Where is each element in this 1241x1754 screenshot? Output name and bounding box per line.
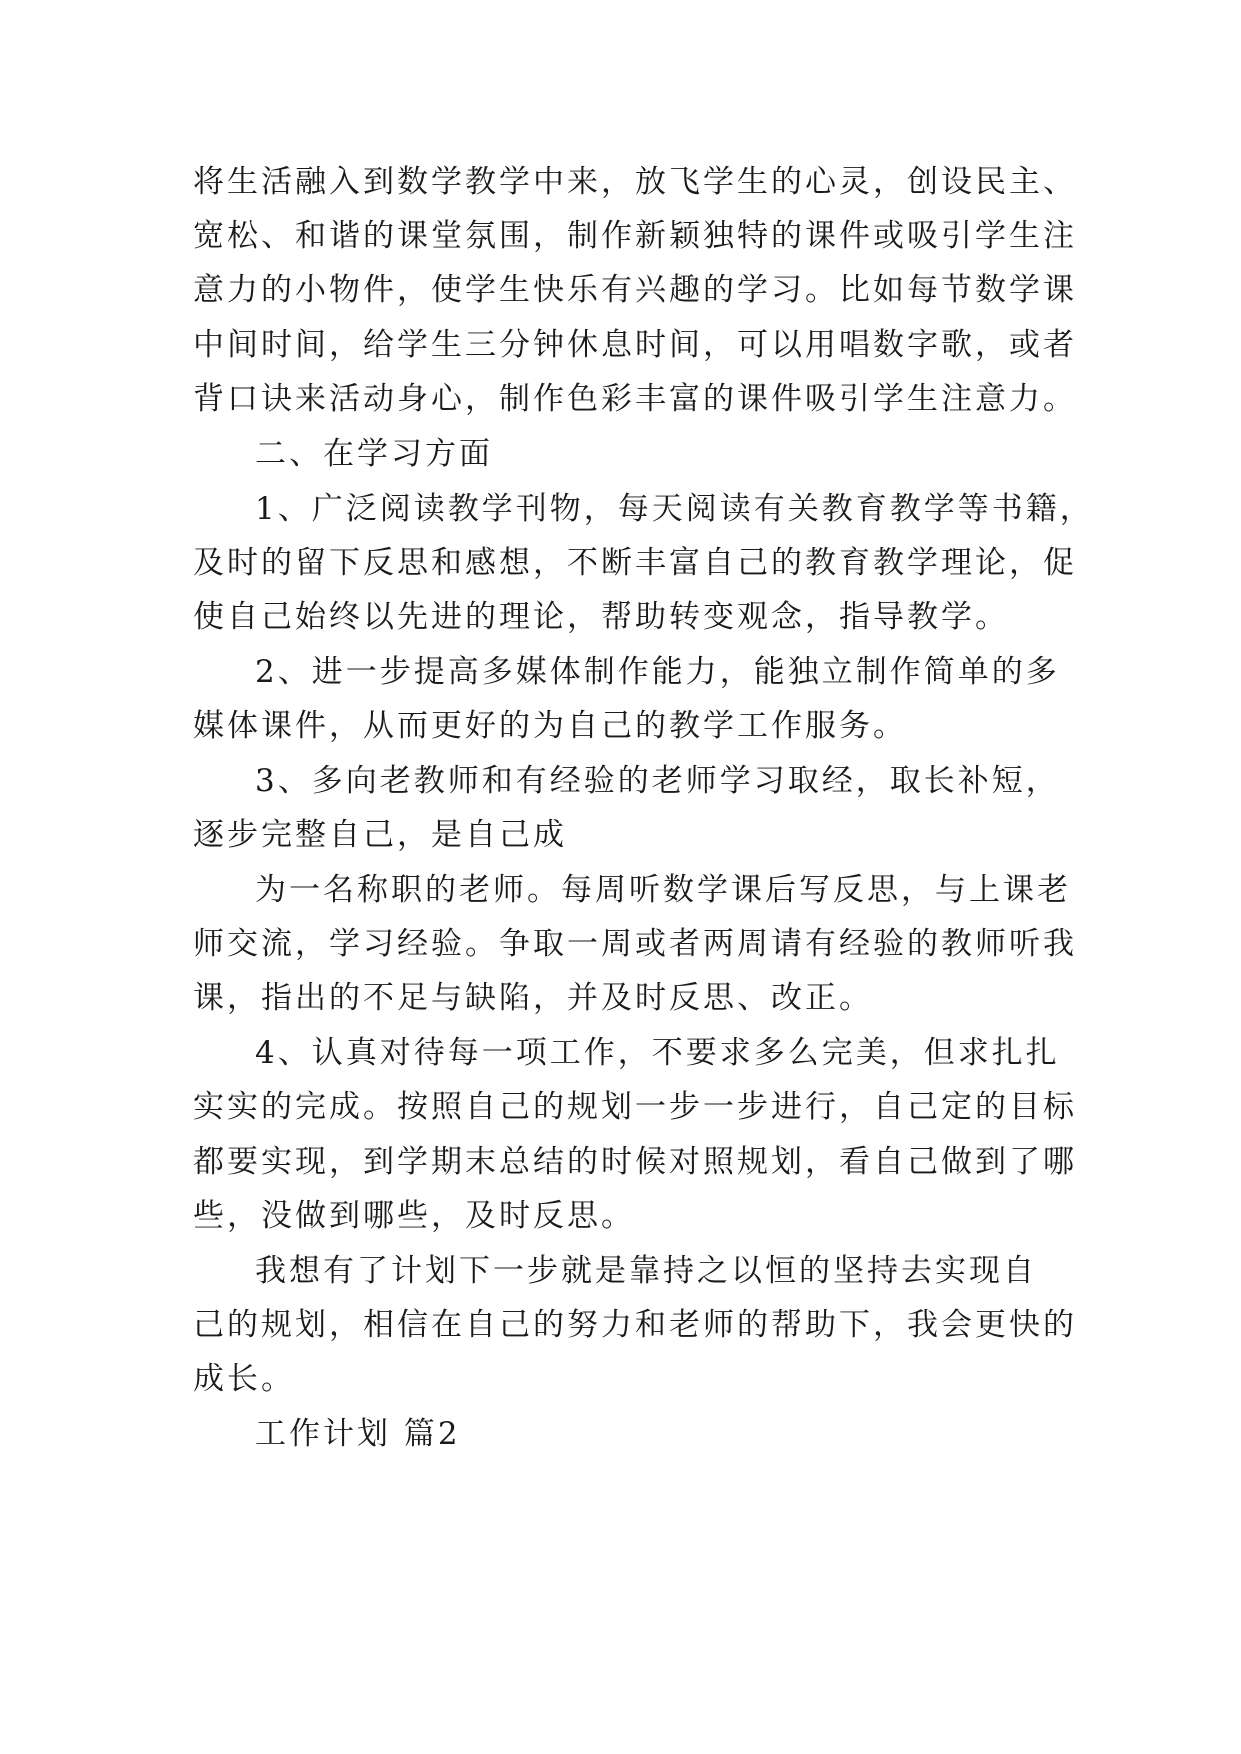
text-line: 成长。 [193, 1361, 295, 1397]
text-line: 都要实现，到学期末总结的时候对照规划，看自己做到了哪 [193, 1144, 1077, 1180]
text-line: 逐步完整自己，是自己成 [193, 817, 567, 853]
text-line: 课，指出的不足与缺陷，并及时反思、改正。 [193, 980, 873, 1016]
text-line: 4、认真对待每一项工作，不要求多么完美，但求扎扎 [255, 1035, 1060, 1071]
text-line: 中间时间，给学生三分钟休息时间，可以用唱数字歌，或者 [193, 327, 1077, 363]
text-line: 及时的留下反思和感想，不断丰富自己的教育教学理论，促 [193, 545, 1077, 581]
text-line: 1、广泛阅读教学刊物，每天阅读有关教育教学等书籍， [255, 491, 1094, 527]
text-line: 些，没做到哪些，及时反思。 [193, 1198, 635, 1234]
text-line: 己的规划，相信在自己的努力和老师的帮助下，我会更快的 [193, 1307, 1077, 1343]
text-line: 使自己始终以先进的理论，帮助转变观念，指导教学。 [193, 599, 1009, 635]
text-line: 为一名称职的老师。每周听数学课后写反思，与上课老 [255, 872, 1071, 908]
text-line: 宽松、和谐的课堂氛围，制作新颖独特的课件或吸引学生注 [193, 218, 1077, 254]
section-heading: 二、在学习方面 [255, 436, 493, 472]
text-line: 我想有了计划下一步就是靠持之以恒的坚持去实现自 [255, 1253, 1037, 1289]
text-line: 2、进一步提高多媒体制作能力，能独立制作简单的多 [255, 654, 1060, 690]
text-line: 媒体课件，从而更好的为自己的教学工作服务。 [193, 708, 907, 744]
text-line: 意力的小物件，使学生快乐有兴趣的学习。比如每节数学课 [193, 272, 1077, 308]
text-line: 3、多向老教师和有经验的老师学习取经，取长补短， [255, 763, 1060, 799]
section-heading: 工作计划 篇2 [255, 1416, 461, 1452]
text-line: 背口诀来活动身心，制作色彩丰富的课件吸引学生注意力。 [193, 381, 1077, 417]
text-line: 实实的完成。按照自己的规划一步一步进行，自己定的目标 [193, 1089, 1077, 1125]
text-line: 将生活融入到数学教学中来，放飞学生的心灵，创设民主、 [193, 164, 1077, 200]
text-line: 师交流，学习经验。争取一周或者两周请有经验的教师听我 [193, 926, 1077, 962]
